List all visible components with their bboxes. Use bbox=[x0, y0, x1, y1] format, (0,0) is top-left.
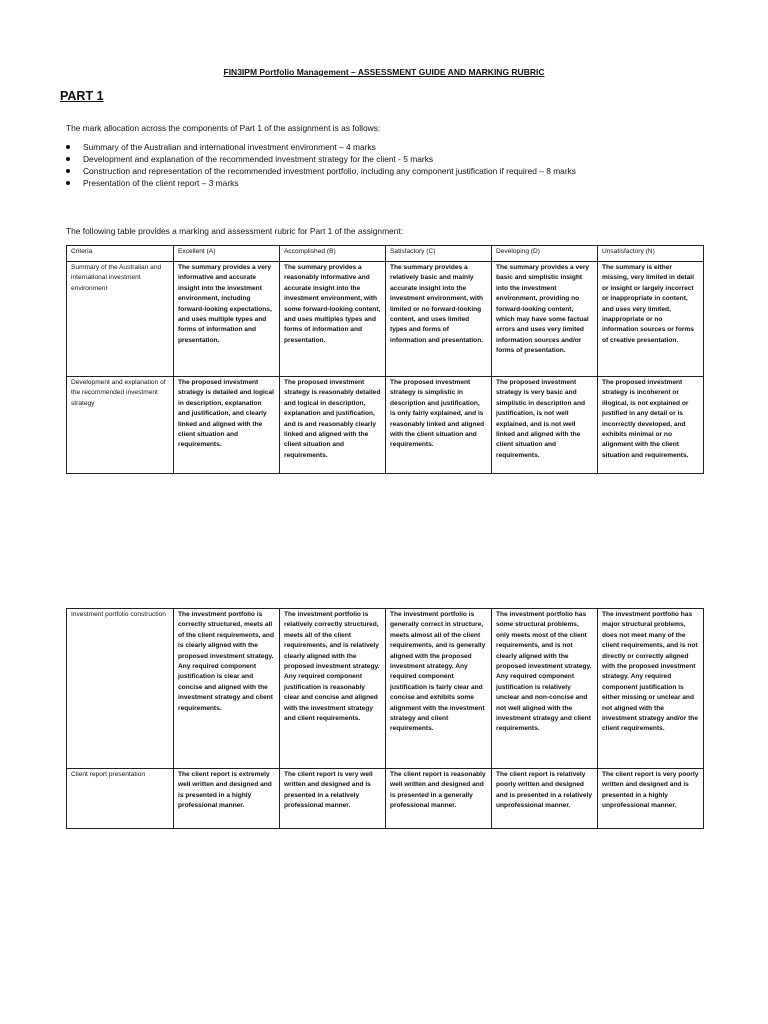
document-title: FIN3IPM Portfolio Management – ASSESSMENT GUIDE AND MARKING RUBRIC bbox=[223, 67, 545, 77]
list-item-text: Construction and representation of the recommended investment portfolio, including any component justification if required – 8 marks bbox=[83, 166, 576, 176]
list-item bbox=[66, 165, 576, 177]
mark-allocation-list bbox=[66, 141, 576, 189]
rubric-table-continued bbox=[66, 608, 704, 829]
rubric-cell: The client report is very well written and designed and is presented in a relatively professional manner. bbox=[280, 769, 386, 829]
rubric-table-intro: The following table provides a marking and assessment rubric for Part 1 of the assignment: bbox=[66, 226, 404, 236]
criteria-cell: Summary of the Australian and international investment environment bbox=[67, 262, 174, 377]
column-header: Unsatisfactory (N) bbox=[598, 246, 704, 262]
list-item-text: Development and explanation of the recommended investment strategy for the client - 5 marks bbox=[83, 154, 434, 164]
rubric-cell: The investment portfolio is relatively correctly structured, meets all of the client requirements, and is relatively clearly aligned with the proposed investment strategy. Any required component justification is reasonably clear and concise and aligned with the investment strategy and client requirements. bbox=[280, 609, 386, 769]
rubric-cell: The proposed investment strategy is simplistic in description and justification, is only fairly explained, and is reasonably linked and aligned with the client situation and requirements. bbox=[386, 377, 492, 474]
table-row bbox=[67, 262, 704, 377]
bullet-icon bbox=[66, 169, 70, 173]
bullet-icon bbox=[66, 157, 70, 161]
column-header: Developing (D) bbox=[492, 246, 598, 262]
mark-allocation-intro: The mark allocation across the components of Part 1 of the assignment is as follows: bbox=[66, 123, 381, 133]
table-row bbox=[67, 377, 704, 474]
rubric-cell: The client report is reasonably well written and designed and is presented in a generally professional manner. bbox=[386, 769, 492, 829]
list-item bbox=[66, 177, 576, 189]
rubric-cell: The proposed investment strategy is detailed and logical in description, explanation and justification, and clearly linked and aligned with the client situation and requirements. bbox=[174, 377, 280, 474]
list-item bbox=[66, 153, 576, 165]
column-header: Excellent (A) bbox=[174, 246, 280, 262]
rubric-cell: The summary provides a very informative and accurate insight into the investment environment, including forward-looking expectations, and uses multiple types and forms of information and presentation. bbox=[174, 262, 280, 377]
list-item-text: Summary of the Australian and international investment environment – 4 marks bbox=[83, 142, 376, 152]
rubric-cell: The investment portfolio has some structural problems, only meets most of the client requirements, and is not clearly aligned with the proposed investment strategy. Any required component justification is relatively unclear and non-concise and not well aligned with the investment strategy and client requirements. bbox=[492, 609, 598, 769]
rubric-cell: The proposed investment strategy is very basic and simplistic in description and justification, is not well explained, and is not well linked and aligned with the client situation and requirements. bbox=[492, 377, 598, 474]
criteria-cell: Development and explanation of the recommended investment strategy bbox=[67, 377, 174, 474]
criteria-cell: Investment portfolio construction bbox=[67, 609, 174, 769]
rubric-cell: The summary provides a very basic and simplistic insight into the investment environment, providing no forward-looking content, which may have some factual errors and uses very limited information sources and/or forms of presentation. bbox=[492, 262, 598, 377]
bullet-icon bbox=[66, 181, 70, 185]
rubric-cell: The investment portfolio has major structural problems, does not meet many of the client requirements, and is not directly or correctly aligned with the proposed investment strategy. Any required component justification is either missing or unclear and not aligned with the investment strategy and/or the client requirements. bbox=[598, 609, 704, 769]
rubric-cell: The client report is very poorly written and designed and is presented in a highly unprofessional manner. bbox=[598, 769, 704, 829]
part-heading: PART 1 bbox=[60, 89, 104, 103]
rubric-cell: The summary is either missing, very limited in detail or insight or largely incorrect or inappropriate in content, and uses very limited, inappropriate or no information sources or forms of creative presentation. bbox=[598, 262, 704, 377]
rubric-cell: The client report is extremely well written and designed and is presented in a highly professional manner. bbox=[174, 769, 280, 829]
rubric-cell: The client report is relatively poorly written and designed and is presented in a relatively unprofessional manner. bbox=[492, 769, 598, 829]
list-item bbox=[66, 141, 576, 153]
rubric-cell: The investment portfolio is generally correct in structure, meets almost all of the client requirements, and is generally aligned with the proposed investment strategy. Any required component justification is fairly clear and concise and exhibits some alignment with the investment strategy and client requirements. bbox=[386, 609, 492, 769]
rubric-table bbox=[66, 245, 704, 474]
rubric-cell: The investment portfolio is correctly structured, meets all of the client requirements, and is clearly aligned with the proposed investment strategy. Any required component justification is clear and concise and aligned with the investment strategy and client requirements. bbox=[174, 609, 280, 769]
rubric-cell: The proposed investment strategy is reasonably detailed and logical in description, explanation and justification, and is and reasonably clearly linked and aligned with the client situation and requirements. bbox=[280, 377, 386, 474]
column-header: Accomplished (B) bbox=[280, 246, 386, 262]
column-header: Criteria bbox=[67, 246, 174, 262]
table-row bbox=[67, 609, 704, 769]
criteria-cell: Client report presentation bbox=[67, 769, 174, 829]
table-row bbox=[67, 769, 704, 829]
rubric-cell: The proposed investment strategy is incoherent or illogical, is not explained or justified in any detail or is incorrectly developed, and exhibits minimal or no alignment with the client situation and requirements. bbox=[598, 377, 704, 474]
column-header: Satisfactory (C) bbox=[386, 246, 492, 262]
bullet-icon bbox=[66, 145, 70, 149]
table-header-row bbox=[67, 246, 704, 262]
list-item-text: Presentation of the client report – 3 marks bbox=[83, 178, 239, 188]
rubric-cell: The summary provides a reasonably informative and accurate insight into the investment environment, with some forward-looking content, and uses multiples types and forms of information and presentation. bbox=[280, 262, 386, 377]
rubric-cell: The summary provides a relatively basic and mainly accurate insight into the investment environment, with limited or no forward-looking content, and uses limited types and forms of information and presentation. bbox=[386, 262, 492, 377]
